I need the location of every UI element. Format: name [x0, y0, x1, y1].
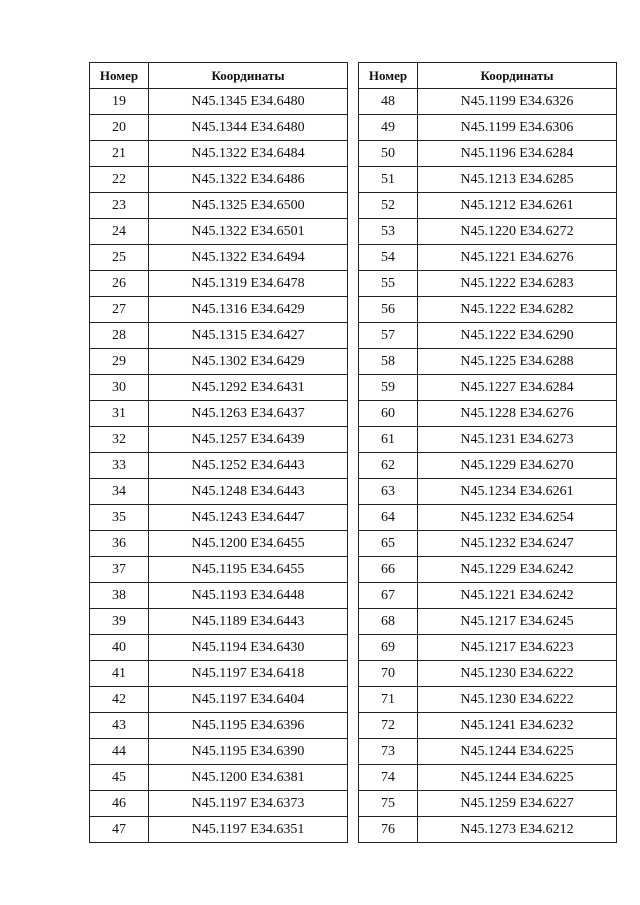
coordinate-cell: N45.1220 E34.6272 — [418, 219, 617, 245]
point-number-cell: 46 — [90, 791, 149, 817]
header-coordinates: Координаты — [149, 63, 348, 89]
coordinate-cell: N45.1257 E34.6439 — [149, 427, 348, 453]
table-row — [90, 323, 348, 349]
point-number-cell: 64 — [359, 505, 418, 531]
coordinate-cell: N45.1212 E34.6261 — [418, 193, 617, 219]
table-row — [90, 765, 348, 791]
table-row — [90, 817, 348, 843]
table-row — [90, 505, 348, 531]
header-number: Номер — [359, 63, 418, 89]
point-number-cell: 44 — [90, 739, 149, 765]
coordinate-cell: N45.1196 E34.6284 — [418, 141, 617, 167]
point-number-cell: 53 — [359, 219, 418, 245]
point-number-cell: 59 — [359, 375, 418, 401]
table-row — [359, 115, 617, 141]
table-row — [90, 193, 348, 219]
table-row — [90, 661, 348, 687]
point-number-cell: 21 — [90, 141, 149, 167]
point-number-cell: 25 — [90, 245, 149, 271]
coordinate-cell: N45.1231 E34.6273 — [418, 427, 617, 453]
table-row — [359, 89, 617, 115]
table-row — [90, 297, 348, 323]
coordinate-cell: N45.1292 E34.6431 — [149, 375, 348, 401]
table-row — [90, 557, 348, 583]
coordinate-cell: N45.1221 E34.6276 — [418, 245, 617, 271]
point-number-cell: 62 — [359, 453, 418, 479]
coordinate-cell: N45.1197 E34.6373 — [149, 791, 348, 817]
coordinate-cell: N45.1195 E34.6455 — [149, 557, 348, 583]
point-number-cell: 43 — [90, 713, 149, 739]
coordinate-cell: N45.1227 E34.6284 — [418, 375, 617, 401]
table-row — [359, 609, 617, 635]
point-number-cell: 51 — [359, 167, 418, 193]
coordinate-cell: N45.1234 E34.6261 — [418, 479, 617, 505]
point-number-cell: 31 — [90, 401, 149, 427]
coordinate-cell: N45.1325 E34.6500 — [149, 193, 348, 219]
table-row — [359, 401, 617, 427]
coordinate-cell: N45.1241 E34.6232 — [418, 713, 617, 739]
table-row — [90, 791, 348, 817]
point-number-cell: 50 — [359, 141, 418, 167]
table-row — [90, 713, 348, 739]
table-row — [359, 349, 617, 375]
coordinate-cell: N45.1197 E34.6418 — [149, 661, 348, 687]
point-number-cell: 47 — [90, 817, 149, 843]
coordinate-cell: N45.1200 E34.6455 — [149, 531, 348, 557]
coordinate-cell: N45.1322 E34.6484 — [149, 141, 348, 167]
coordinate-cell: N45.1248 E34.6443 — [149, 479, 348, 505]
coordinate-cell: N45.1244 E34.6225 — [418, 739, 617, 765]
table-row — [90, 687, 348, 713]
coordinate-cell: N45.1322 E34.6494 — [149, 245, 348, 271]
coordinate-cell: N45.1200 E34.6381 — [149, 765, 348, 791]
table-row — [359, 765, 617, 791]
coordinate-cell: N45.1199 E34.6326 — [418, 89, 617, 115]
coordinate-cell: N45.1228 E34.6276 — [418, 401, 617, 427]
coordinate-cell: N45.1230 E34.6222 — [418, 661, 617, 687]
table-row — [90, 375, 348, 401]
table-row — [359, 583, 617, 609]
header-coordinates: Координаты — [418, 63, 617, 89]
coordinate-cell: N45.1222 E34.6283 — [418, 271, 617, 297]
table-row — [359, 661, 617, 687]
point-number-cell: 42 — [90, 687, 149, 713]
coordinate-cell: N45.1273 E34.6212 — [418, 817, 617, 843]
point-number-cell: 67 — [359, 583, 418, 609]
table-row — [90, 271, 348, 297]
point-number-cell: 39 — [90, 609, 149, 635]
table-row — [359, 817, 617, 843]
coordinate-cell: N45.1345 E34.6480 — [149, 89, 348, 115]
coordinate-cell: N45.1232 E34.6247 — [418, 531, 617, 557]
point-number-cell: 72 — [359, 713, 418, 739]
coordinate-cell: N45.1199 E34.6306 — [418, 115, 617, 141]
coordinate-cell: N45.1195 E34.6396 — [149, 713, 348, 739]
coordinate-cell: N45.1197 E34.6404 — [149, 687, 348, 713]
point-number-cell: 45 — [90, 765, 149, 791]
table-row — [359, 713, 617, 739]
coordinate-cell: N45.1197 E34.6351 — [149, 817, 348, 843]
table-row — [359, 245, 617, 271]
table-header-row — [90, 63, 348, 89]
point-number-cell: 58 — [359, 349, 418, 375]
table-row — [90, 401, 348, 427]
table-row — [90, 479, 348, 505]
table-row — [359, 141, 617, 167]
point-number-cell: 32 — [90, 427, 149, 453]
coordinate-cell: N45.1319 E34.6478 — [149, 271, 348, 297]
point-number-cell: 74 — [359, 765, 418, 791]
table-row — [90, 531, 348, 557]
header-number: Номер — [90, 63, 149, 89]
point-number-cell: 41 — [90, 661, 149, 687]
table-row — [90, 635, 348, 661]
coordinate-cell: N45.1229 E34.6270 — [418, 453, 617, 479]
point-number-cell: 35 — [90, 505, 149, 531]
point-number-cell: 23 — [90, 193, 149, 219]
table-row — [90, 583, 348, 609]
point-number-cell: 71 — [359, 687, 418, 713]
coordinate-cell: N45.1217 E34.6245 — [418, 609, 617, 635]
coordinate-cell: N45.1213 E34.6285 — [418, 167, 617, 193]
point-number-cell: 69 — [359, 635, 418, 661]
point-number-cell: 37 — [90, 557, 149, 583]
point-number-cell: 73 — [359, 739, 418, 765]
coordinate-cell: N45.1193 E34.6448 — [149, 583, 348, 609]
point-number-cell: 29 — [90, 349, 149, 375]
table-row — [90, 453, 348, 479]
point-number-cell: 19 — [90, 89, 149, 115]
point-number-cell: 34 — [90, 479, 149, 505]
coordinate-cell: N45.1230 E34.6222 — [418, 687, 617, 713]
table-row — [359, 687, 617, 713]
table-row — [359, 297, 617, 323]
coordinate-cell: N45.1225 E34.6288 — [418, 349, 617, 375]
point-number-cell: 57 — [359, 323, 418, 349]
point-number-cell: 40 — [90, 635, 149, 661]
table-row — [359, 531, 617, 557]
point-number-cell: 65 — [359, 531, 418, 557]
table-row — [359, 219, 617, 245]
point-number-cell: 20 — [90, 115, 149, 141]
table-row — [359, 427, 617, 453]
point-number-cell: 52 — [359, 193, 418, 219]
point-number-cell: 55 — [359, 271, 418, 297]
point-number-cell: 70 — [359, 661, 418, 687]
table-row — [359, 479, 617, 505]
coordinate-cell: N45.1244 E34.6225 — [418, 765, 617, 791]
point-number-cell: 76 — [359, 817, 418, 843]
coordinate-cell: N45.1232 E34.6254 — [418, 505, 617, 531]
coordinate-cell: N45.1263 E34.6437 — [149, 401, 348, 427]
point-number-cell: 75 — [359, 791, 418, 817]
coordinate-cell: N45.1217 E34.6223 — [418, 635, 617, 661]
point-number-cell: 38 — [90, 583, 149, 609]
coordinate-cell: N45.1322 E34.6501 — [149, 219, 348, 245]
point-number-cell: 68 — [359, 609, 418, 635]
point-number-cell: 33 — [90, 453, 149, 479]
table-row — [359, 453, 617, 479]
table-row — [359, 557, 617, 583]
table-row — [90, 427, 348, 453]
point-number-cell: 61 — [359, 427, 418, 453]
coordinates-table-left — [89, 62, 348, 843]
point-number-cell: 49 — [359, 115, 418, 141]
point-number-cell: 28 — [90, 323, 149, 349]
point-number-cell: 56 — [359, 297, 418, 323]
table-row — [90, 349, 348, 375]
coordinate-cell: N45.1259 E34.6227 — [418, 791, 617, 817]
coordinate-cell: N45.1222 E34.6290 — [418, 323, 617, 349]
table-row — [90, 219, 348, 245]
coordinate-cell: N45.1229 E34.6242 — [418, 557, 617, 583]
coordinate-cell: N45.1189 E34.6443 — [149, 609, 348, 635]
coordinate-cell: N45.1194 E34.6430 — [149, 635, 348, 661]
point-number-cell: 30 — [90, 375, 149, 401]
table-row — [359, 375, 617, 401]
coordinate-cell: N45.1243 E34.6447 — [149, 505, 348, 531]
point-number-cell: 63 — [359, 479, 418, 505]
table-header-row — [359, 63, 617, 89]
point-number-cell: 36 — [90, 531, 149, 557]
point-number-cell: 48 — [359, 89, 418, 115]
point-number-cell: 54 — [359, 245, 418, 271]
table-row — [359, 167, 617, 193]
coordinate-cell: N45.1195 E34.6390 — [149, 739, 348, 765]
coordinate-cell: N45.1252 E34.6443 — [149, 453, 348, 479]
point-number-cell: 60 — [359, 401, 418, 427]
coordinate-cell: N45.1222 E34.6282 — [418, 297, 617, 323]
table-row — [359, 635, 617, 661]
table-row — [90, 141, 348, 167]
table-row — [359, 193, 617, 219]
table-row — [359, 323, 617, 349]
point-number-cell: 66 — [359, 557, 418, 583]
coordinate-cell: N45.1315 E34.6427 — [149, 323, 348, 349]
table-row — [90, 245, 348, 271]
point-number-cell: 26 — [90, 271, 149, 297]
table-row — [90, 89, 348, 115]
coordinate-cell: N45.1302 E34.6429 — [149, 349, 348, 375]
coordinates-table-right — [358, 62, 617, 843]
coordinate-cell: N45.1221 E34.6242 — [418, 583, 617, 609]
table-row — [359, 791, 617, 817]
table-row — [359, 505, 617, 531]
coordinate-cell: N45.1344 E34.6480 — [149, 115, 348, 141]
point-number-cell: 24 — [90, 219, 149, 245]
table-row — [90, 115, 348, 141]
point-number-cell: 27 — [90, 297, 149, 323]
table-row — [90, 167, 348, 193]
table-row — [90, 739, 348, 765]
table-row — [359, 271, 617, 297]
point-number-cell: 22 — [90, 167, 149, 193]
table-row — [90, 609, 348, 635]
coordinate-cell: N45.1316 E34.6429 — [149, 297, 348, 323]
table-row — [359, 739, 617, 765]
coordinate-cell: N45.1322 E34.6486 — [149, 167, 348, 193]
